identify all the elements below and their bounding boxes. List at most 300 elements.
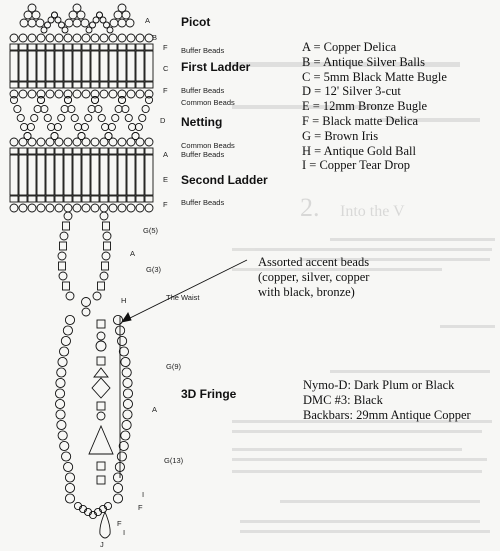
common-bead xyxy=(136,90,144,98)
bugle-bead xyxy=(28,51,36,81)
bead-letter-f: F xyxy=(138,503,143,512)
copper-bead xyxy=(19,204,27,212)
fringe-bead xyxy=(60,441,69,450)
copper-tear-drop xyxy=(100,512,110,538)
common-bead xyxy=(82,138,90,146)
common-bead xyxy=(28,90,36,98)
antique-silver-ball xyxy=(109,34,117,42)
buffer-bead xyxy=(91,148,99,154)
copper-bead xyxy=(109,204,117,212)
buffer-bead xyxy=(19,148,27,154)
label-buffer-beads: Buffer Beads xyxy=(181,46,225,55)
buffer-bead xyxy=(82,196,90,202)
copper-bead xyxy=(55,204,63,212)
bugle-bead xyxy=(127,51,135,81)
fringe-bead xyxy=(122,368,131,377)
bugle-bead xyxy=(19,51,27,81)
pointer-arrowhead xyxy=(122,313,131,322)
buffer-bead xyxy=(91,82,99,88)
netting-bead xyxy=(142,105,149,112)
waist-bead xyxy=(103,222,110,230)
netting-bead xyxy=(91,96,98,103)
fringe-bead xyxy=(113,494,122,503)
label-the-waist: The Waist xyxy=(166,293,200,302)
bead-letter-a: A xyxy=(130,249,136,258)
fringe-bead xyxy=(59,347,68,356)
buffer-bead xyxy=(37,196,45,202)
copper-bead xyxy=(64,204,72,212)
bead-letter-f: F xyxy=(163,200,168,209)
bead-letter-g5: G(5) xyxy=(143,226,158,235)
fringe-bead xyxy=(113,473,122,482)
legend-item: E = 12mm Bronze Bugle xyxy=(302,99,428,114)
legend-item: A = Copper Delica xyxy=(302,40,397,54)
buffer-bead xyxy=(100,196,108,202)
waist-bead xyxy=(66,292,74,300)
fringe-bead xyxy=(63,326,72,335)
copper-bead xyxy=(145,204,153,212)
bugle-bead xyxy=(109,155,117,195)
netting-bead xyxy=(122,105,129,112)
copper-bead xyxy=(100,204,108,212)
buffer-bead xyxy=(73,148,81,154)
buffer-bead xyxy=(136,44,144,50)
netting-bead xyxy=(41,105,48,112)
label-common-beads: Common Beads xyxy=(181,98,235,107)
accent-bead xyxy=(97,357,105,365)
label-buffer-beads: Buffer Beads xyxy=(181,198,225,207)
waist-bead xyxy=(58,252,66,260)
buffer-bead xyxy=(73,196,81,202)
common-bead xyxy=(10,138,18,146)
buffer-bead xyxy=(28,196,36,202)
common-bead xyxy=(73,138,81,146)
netting-bead xyxy=(129,123,136,130)
picot-bead xyxy=(20,19,28,27)
antique-silver-ball xyxy=(64,34,72,42)
common-bead xyxy=(55,138,63,146)
buffer-bead xyxy=(64,148,72,154)
buffer-bead xyxy=(10,196,18,202)
antique-silver-ball xyxy=(19,34,27,42)
buffer-bead xyxy=(55,44,63,50)
picot-bead xyxy=(65,19,73,27)
accent-bead xyxy=(97,476,105,484)
legend-item: D = 12' Silver 3-cut xyxy=(302,84,401,99)
buffer-bead xyxy=(136,82,144,88)
bugle-bead xyxy=(82,51,90,81)
bugle-bead xyxy=(127,155,135,195)
copper-bead xyxy=(10,204,18,212)
fringe-bead xyxy=(123,378,132,387)
picot-bead xyxy=(122,11,130,19)
buffer-bead xyxy=(19,196,27,202)
picot-bead xyxy=(36,19,44,27)
common-bead xyxy=(145,138,153,146)
legend-item: C = 5mm Black Matte Bugle xyxy=(302,69,447,84)
waist-bead xyxy=(100,212,108,220)
netting-bead xyxy=(14,105,21,112)
buffer-bead xyxy=(73,82,81,88)
waist-bead xyxy=(102,262,109,270)
common-bead xyxy=(127,90,135,98)
buffer-bead xyxy=(136,196,144,202)
bugle-bead xyxy=(91,155,99,195)
netting-bead xyxy=(48,123,55,130)
buffer-bead xyxy=(37,44,45,50)
materials-line: Backbars: 29mm Antique Copper xyxy=(303,407,471,422)
legend-item: F = Black matte Delica xyxy=(302,113,419,128)
waist-bead xyxy=(59,272,67,280)
materials-line: Nymo-D: Dark Plum or Black xyxy=(303,378,455,392)
copper-bead xyxy=(127,204,135,212)
waist-bead xyxy=(100,272,108,280)
netting-bead xyxy=(75,123,82,130)
buffer-bead xyxy=(37,82,45,88)
antique-silver-ball xyxy=(118,34,126,42)
label-buffer-beads: Buffer Beads xyxy=(181,86,225,95)
waist-bead xyxy=(98,282,105,290)
antique-silver-ball xyxy=(91,34,99,42)
accent-bead xyxy=(89,426,113,454)
bead-letter-h: H xyxy=(121,296,127,305)
antique-silver-ball xyxy=(100,34,108,42)
bead-letter-e: E xyxy=(163,175,169,184)
fringe-bead xyxy=(119,441,128,450)
netting-bead xyxy=(115,105,122,112)
fringe-bead xyxy=(119,347,128,356)
bead-letter-i: I xyxy=(142,490,145,499)
picot-bead xyxy=(110,19,118,27)
waist-bead xyxy=(93,292,101,300)
buffer-bead xyxy=(82,148,90,154)
netting-bead xyxy=(102,123,109,130)
bugle-bead xyxy=(100,51,108,81)
bead-letter-f: F xyxy=(163,43,168,52)
fringe-bead xyxy=(121,357,130,366)
label-common-beads: Common Beads xyxy=(181,141,235,150)
fringe-bead xyxy=(58,357,67,366)
common-bead xyxy=(55,90,63,98)
bead-letter-j: J xyxy=(100,540,104,549)
waist-bead xyxy=(63,282,70,290)
buffer-bead xyxy=(145,44,153,50)
bugle-bead xyxy=(145,155,153,195)
bugle-bead xyxy=(73,51,81,81)
fringe-bead xyxy=(117,336,126,345)
bugle-bead xyxy=(46,155,54,195)
copper-bead xyxy=(37,204,45,212)
bead-legend xyxy=(302,40,447,173)
bead-letter-c: C xyxy=(163,64,169,73)
buffer-bead xyxy=(10,82,18,88)
bead-letter-g3: G(3) xyxy=(146,265,161,274)
netting-bead xyxy=(145,96,152,103)
section-title-second-ladder: Second Ladder xyxy=(181,173,268,187)
fringe-bead xyxy=(56,378,65,387)
bead-letter-i: I xyxy=(123,528,126,537)
bugle-bead xyxy=(64,51,72,81)
fringe-bead xyxy=(122,420,131,429)
netting-bead xyxy=(88,105,95,112)
accent-beads-note xyxy=(258,255,369,299)
buffer-bead xyxy=(100,82,108,88)
fringe-bead xyxy=(55,399,64,408)
common-bead xyxy=(100,90,108,98)
bugle-bead xyxy=(109,51,117,81)
buffer-bead xyxy=(46,44,54,50)
fringe-bead xyxy=(61,336,70,345)
buffer-bead xyxy=(109,148,117,154)
buffer-bead xyxy=(109,44,117,50)
section-title-picot: Picot xyxy=(181,15,211,29)
accent-bead xyxy=(92,378,110,398)
picot-bead xyxy=(77,11,85,19)
picot-bead xyxy=(32,11,40,19)
accent-bead xyxy=(97,462,105,470)
bugle-bead xyxy=(118,155,126,195)
waist-bead xyxy=(63,222,70,230)
copper-bead xyxy=(136,204,144,212)
antique-silver-ball xyxy=(10,34,18,42)
buffer-bead xyxy=(118,196,126,202)
waist-bead xyxy=(59,262,66,270)
common-bead xyxy=(136,138,144,146)
fringe-bead xyxy=(123,399,132,408)
common-bead xyxy=(73,90,81,98)
picot-bead xyxy=(126,19,134,27)
common-bead xyxy=(91,138,99,146)
bugle-bead xyxy=(136,51,144,81)
fringe-bead xyxy=(65,483,74,492)
common-bead xyxy=(109,90,117,98)
legend-item: H = Antique Gold Ball xyxy=(302,143,416,158)
accent-note-line: with black, bronze) xyxy=(258,284,355,299)
netting-bead xyxy=(95,105,102,112)
waist-bead xyxy=(104,242,111,250)
copper-bead xyxy=(73,204,81,212)
bugle-bead xyxy=(19,155,27,195)
bead-letter-b: B xyxy=(152,33,158,42)
buffer-bead xyxy=(127,82,135,88)
fringe-bead xyxy=(123,389,132,398)
common-bead xyxy=(19,90,27,98)
bugle-bead xyxy=(55,155,63,195)
antique-silver-ball xyxy=(28,34,36,42)
common-bead xyxy=(46,138,54,146)
buffer-bead xyxy=(64,82,72,88)
bead-letter-f: F xyxy=(163,86,168,95)
legend-item: I = Copper Tear Drop xyxy=(302,158,410,173)
accent-bead xyxy=(97,320,105,328)
fringe-bead xyxy=(61,452,70,461)
buffer-bead xyxy=(73,44,81,50)
picot-bead xyxy=(52,12,58,18)
antique-silver-ball xyxy=(55,34,63,42)
section-title-first-ladder: First Ladder xyxy=(181,60,251,74)
copper-bead xyxy=(28,204,36,212)
picot-bead xyxy=(97,12,103,18)
netting-bead xyxy=(71,114,78,121)
waist-bead xyxy=(60,232,68,240)
pointer-line xyxy=(122,260,247,322)
buffer-bead xyxy=(46,148,54,154)
buffer-bead xyxy=(46,82,54,88)
netting-bead xyxy=(135,123,142,130)
fringe-bead xyxy=(117,452,126,461)
antique-silver-ball xyxy=(136,34,144,42)
buffer-bead xyxy=(64,44,72,50)
buffer-bead xyxy=(82,82,90,88)
fringe-bead xyxy=(64,462,73,471)
antique-gold-ball xyxy=(82,298,91,307)
materials-list xyxy=(303,378,471,422)
bead-letter-d: D xyxy=(160,116,166,125)
buffer-bead xyxy=(28,44,36,50)
fringe-bead xyxy=(58,431,67,440)
copper-bead xyxy=(118,204,126,212)
buffer-bead xyxy=(46,196,54,202)
buffer-bead xyxy=(145,196,153,202)
buffer-bead xyxy=(10,148,18,154)
accent-bead xyxy=(96,341,106,351)
svg-text:2.: 2. xyxy=(300,193,320,222)
bugle-bead xyxy=(73,155,81,195)
buffer-bead xyxy=(55,148,63,154)
buffer-bead xyxy=(109,196,117,202)
bead-letter-g13: G(13) xyxy=(164,456,184,465)
copper-bead xyxy=(46,204,54,212)
bugle-bead xyxy=(100,155,108,195)
netting-bead xyxy=(61,105,68,112)
common-bead xyxy=(37,138,45,146)
fringe-bead xyxy=(65,315,74,324)
buffer-bead xyxy=(10,44,18,50)
buffer-bead xyxy=(100,148,108,154)
buffer-bead xyxy=(127,196,135,202)
bugle-bead xyxy=(145,51,153,81)
picot-bead xyxy=(81,19,89,27)
buffer-bead xyxy=(28,148,36,154)
materials-line: DMC #3: Black xyxy=(303,392,383,407)
antique-silver-ball xyxy=(37,34,45,42)
buffer-bead xyxy=(91,196,99,202)
netting-bead xyxy=(85,114,92,121)
bugle-bead xyxy=(136,155,144,195)
bugle-bead xyxy=(10,155,18,195)
legend-item: G = Brown Iris xyxy=(302,128,379,143)
accent-note-line: (copper, silver, copper xyxy=(258,269,370,284)
picot-bead xyxy=(24,11,32,19)
fringe-bead xyxy=(113,315,122,324)
netting-bead xyxy=(64,96,71,103)
accent-note-line: Assorted accent beads xyxy=(258,255,370,269)
bead-letter-a: A xyxy=(163,150,169,159)
picot-bead xyxy=(73,19,81,27)
bugle-bead xyxy=(37,51,45,81)
bugle-bead xyxy=(37,155,45,195)
common-bead xyxy=(109,138,117,146)
netting-bead xyxy=(37,96,44,103)
buffer-bead xyxy=(82,44,90,50)
netting-bead xyxy=(27,123,34,130)
netting-bead xyxy=(54,123,61,130)
fringe-bead xyxy=(57,420,66,429)
picot-bead xyxy=(28,19,36,27)
buffer-bead xyxy=(64,196,72,202)
netting-bead xyxy=(21,123,28,130)
buffer-bead xyxy=(136,148,144,154)
bugle-bead xyxy=(28,155,36,195)
buffer-bead xyxy=(118,82,126,88)
bugle-bead xyxy=(10,51,18,81)
common-bead xyxy=(28,138,36,146)
common-bead xyxy=(82,90,90,98)
waist-bead xyxy=(82,308,90,316)
bead-letter-g9: G(9) xyxy=(166,362,181,371)
waist-bead xyxy=(103,232,111,240)
netting-bead xyxy=(68,105,75,112)
netting-bead xyxy=(34,105,41,112)
buffer-bead xyxy=(19,44,27,50)
label-buffer-beads: Buffer Beads xyxy=(181,150,225,159)
accent-bead xyxy=(97,332,105,340)
common-bead xyxy=(118,138,126,146)
buffer-bead xyxy=(109,82,117,88)
buffer-bead xyxy=(118,148,126,154)
buffer-bead xyxy=(37,148,45,154)
fringe-bead xyxy=(123,410,132,419)
netting-bead xyxy=(139,114,146,121)
netting-bead xyxy=(44,114,51,121)
fringe-bead xyxy=(65,494,74,503)
buffer-bead xyxy=(19,82,27,88)
fringe-bead xyxy=(57,368,66,377)
waist-bead xyxy=(64,212,72,220)
netting-bead xyxy=(118,96,125,103)
fringe-bead xyxy=(55,389,64,398)
copper-bead xyxy=(91,204,99,212)
buffer-bead xyxy=(127,44,135,50)
fringe-bead xyxy=(65,473,74,482)
bugle-bead xyxy=(118,51,126,81)
bead-letter-a: A xyxy=(145,16,151,25)
fringe-bead xyxy=(113,483,122,492)
buffer-bead xyxy=(145,82,153,88)
waist-bead xyxy=(102,252,110,260)
buffer-bead xyxy=(145,148,153,154)
antique-silver-ball xyxy=(46,34,54,42)
section-title-3d-fringe: 3D Fringe xyxy=(181,387,237,401)
picot-bead xyxy=(69,11,77,19)
picot-bead xyxy=(114,11,122,19)
buffer-bead xyxy=(55,82,63,88)
svg-text:Into the V: Into the V xyxy=(340,203,405,220)
buffer-bead xyxy=(28,82,36,88)
waist-bead xyxy=(60,242,67,250)
bugle-bead xyxy=(64,155,72,195)
common-bead xyxy=(19,138,27,146)
bugle-bead xyxy=(91,51,99,81)
buffer-bead xyxy=(127,148,135,154)
buffer-bead xyxy=(55,196,63,202)
bugle-bead xyxy=(46,51,54,81)
netting-bead xyxy=(31,114,38,121)
netting-bead xyxy=(112,114,119,121)
netting-bead xyxy=(58,114,65,121)
accent-bead xyxy=(94,368,108,377)
common-bead xyxy=(64,138,72,146)
